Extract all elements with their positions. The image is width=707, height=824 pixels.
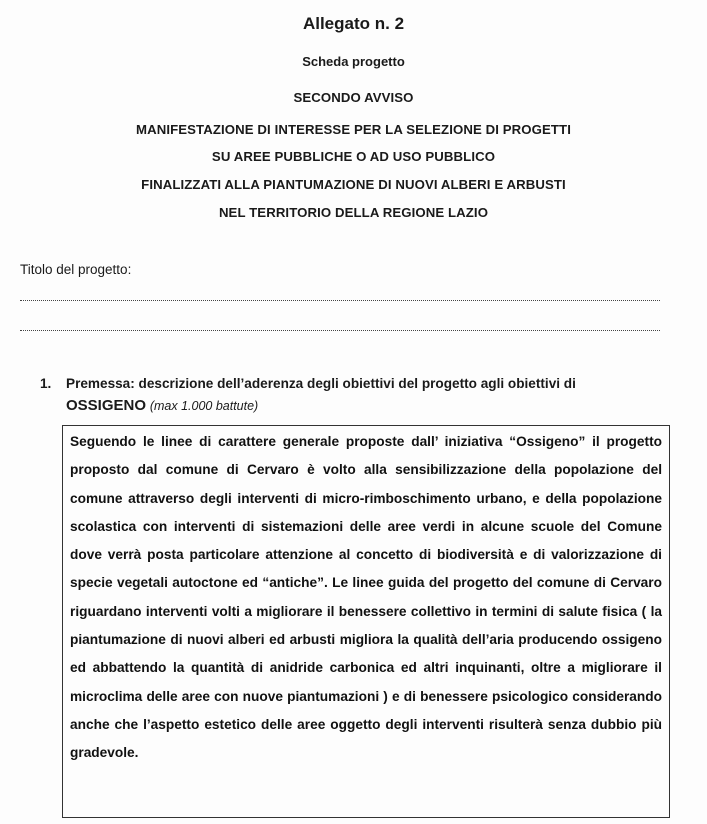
project-title-line-2[interactable] bbox=[20, 330, 660, 331]
heading-territorio: NEL TERRITORIO DELLA REGIONE LAZIO bbox=[218, 205, 489, 220]
document-subtitle: Scheda progetto bbox=[302, 54, 405, 69]
heading-finalizzati: FINALIZZATI ALLA PIANTUMAZIONE DI NUOVI ALBERI E ARBUSTI bbox=[141, 177, 566, 192]
section-heading-keyword: OSSIGENO bbox=[66, 397, 147, 414]
section-1-heading bbox=[40, 373, 670, 417]
heading-aree: SU AREE PUBBLICHE O AD USO PUBBLICO bbox=[211, 149, 496, 164]
section-heading-line1: Premessa: descrizione dell’aderenza degli obiettivi del progetto agli obiettivi di bbox=[66, 376, 576, 391]
section-heading-note: (max 1.000 battute) bbox=[149, 399, 259, 413]
heading-avviso: SECONDO AVVISO bbox=[293, 90, 414, 105]
section-1-answer-text: Seguendo le linee di carattere generale proposte dall’ iniziativa “Ossigeno” il progetto proposto dal comune di Cervaro è volto alla sensibilizzazione della popolazione del comune attraverso degli interventi di micro-rimboschimento urbano, e della popolazione scolastica con interventi di sistemazioni delle aree verdi in alcune scuole del Comune dove verrà posta particolare attenzione al concetto di biodiversità e di valorizzazione di specie vegetali autoctone ed “antiche”. Le linee guida del progetto del comune di Cervaro riguardano interventi volti a migliorare il benessere collettivo in termini di salute fisica ( la piantumazione di nuovi alberi ed arbusti migliora la qualità dell’aria producendo ossigeno ed abbattendo la quantità di anidride carbonica ed altri inquinanti, oltre a migliorare il microclima delle aree con nuove piantumazioni ) e di benessere psicologico considerando anche che l’aspetto estetico delle aree oggetto degli interventi risulterà senza dubbio più gradevole. bbox=[70, 434, 662, 761]
heading-manifestazione: MANIFESTAZIONE DI INTERESSE PER LA SELEZIONE DI PROGETTI bbox=[136, 122, 571, 137]
section-1-answer-box[interactable] bbox=[62, 425, 670, 818]
project-title-line-1[interactable] bbox=[20, 300, 660, 301]
section-number: 1. bbox=[40, 376, 52, 391]
document-title: Allegato n. 2 bbox=[302, 14, 405, 33]
project-title-label: Titolo del progetto: bbox=[20, 262, 132, 277]
